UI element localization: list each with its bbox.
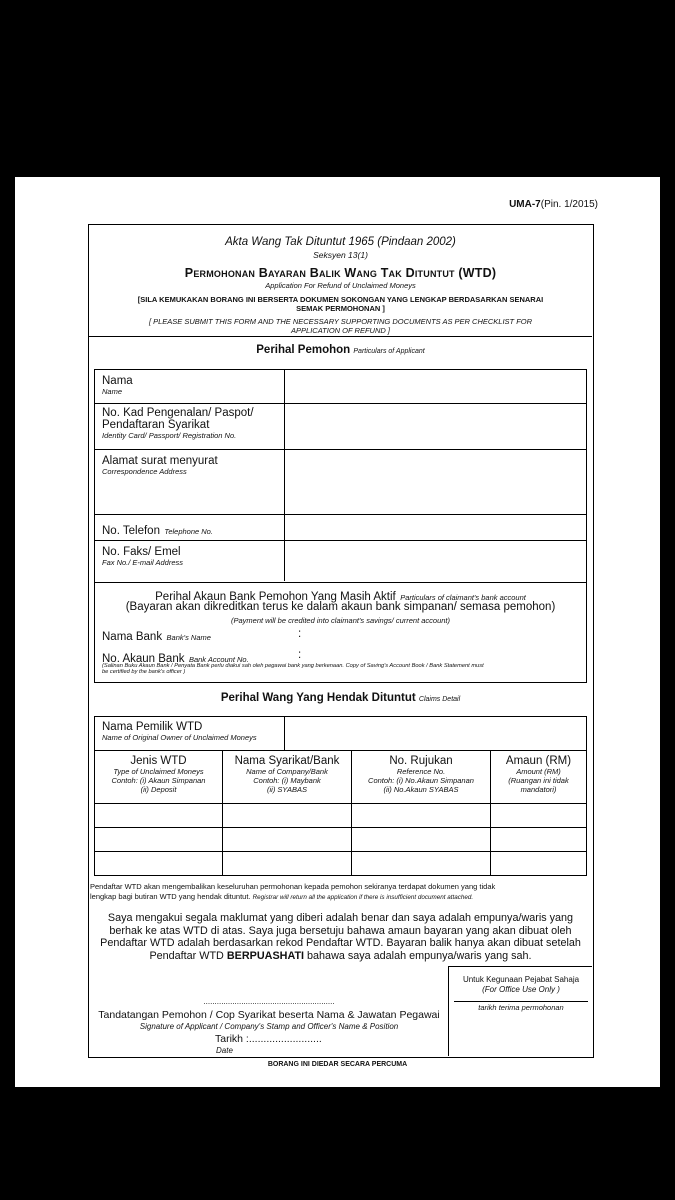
applicant-table	[94, 369, 587, 583]
address-label: Alamat surat menyurat Correspondence Address	[102, 455, 218, 476]
office-use-box	[448, 966, 592, 1056]
col-amount-header: Amaun (RM) Amount (RM) (Ruangan ini tidak mandatori)	[505, 755, 572, 794]
col-reference-header: No. Rujukan Reference No. Contoh: (i) No.Akaun Simpanan (ii) No.Akaun SYABAS	[368, 755, 474, 794]
claim-row[interactable]	[95, 804, 586, 827]
bank-section	[94, 582, 587, 683]
submission-note-en: [ PLEASE SUBMIT THIS FORM AND THE NECESSARY SUPPORTING DOCUMENTS AS PER CHECKLIST FOR APPLICATION OF REFUND ]	[148, 317, 533, 335]
phone-field[interactable]	[285, 515, 586, 540]
declaration: Saya mengakui segala maklumat yang diberi adalah benar dan saya adalah empunya/waris yang berhak ke atas WTD di atas. Saya juga bersetuju bahawa amaun bayaran yang akan dibuat oleh Pendaftar WTD adalah berdasarkan rekod Pendaftar WTD. Bayaran balik hanya akan dibuat setelah Pendaftar WTD BERPUASHATI bahawa saya adalah empunya/waris yang sah.	[100, 912, 581, 962]
signature-label-en: Signature of Applicant / Company's Stamp and Officer's Name & Position	[139, 1022, 399, 1031]
phone-label: No. Telefon Telephone No.	[102, 525, 213, 537]
form-title-en: Application For Refund of Unclaimed Moneys	[265, 281, 416, 290]
date-label-en: Date	[216, 1046, 233, 1055]
claims-table	[94, 716, 587, 876]
name-field[interactable]	[285, 370, 586, 403]
owner-label: Nama Pemilik WTD Name of Original Owner of Unclaimed Moneys	[102, 721, 257, 742]
bank-credit-note-en: (Payment will be credited into claimant's savings/ current account)	[230, 616, 451, 625]
submission-note: [SILA KEMUKAKAN BORANG INI BERSERTA DOKUMEN SOKONGAN YANG LENGKAP BERDASARKAN SENARAI SEMAK PERMOHONAN ]	[137, 295, 544, 313]
ic-label: No. Kad Pengenalan/ Paspot/ Pendaftaran Syarikat Identity Card/ Passport/ Registration No.	[102, 407, 254, 440]
bank-certify-note: (Salinan Buku Akaun Bank / Penyata Bank perlu diakui sah oleh pegawai bank yang berkenaan. Copy of Saving's Account Book / Bank Statement must be certified by the bank's officer )	[102, 663, 484, 675]
ic-field[interactable]	[285, 404, 586, 449]
signature-line: ...........................................................	[203, 997, 335, 1006]
form-frame	[88, 224, 594, 1058]
divider	[89, 336, 592, 337]
office-use-title: Untuk Kegunaan Pejabat Sahaja	[462, 975, 580, 984]
form-number: UMA-7(Pin. 1/2015)	[509, 199, 598, 210]
claim-row[interactable]	[95, 828, 586, 851]
fax-field[interactable]	[285, 541, 586, 581]
date-label[interactable]: Tarikh :.........................	[215, 1033, 322, 1045]
return-note: Pendaftar WTD akan mengembalikan keseluruhan permohonan kepada pemohon sekiranya terdapat dokumen yang tidak lengkap bagi butiran WTD yang hendak dituntut. Registrar will return all the application if there is insufficient document attached.	[90, 882, 496, 901]
bank-account-field[interactable]	[307, 646, 577, 662]
col-type-header: Jenis WTD Type of Unclaimed Moneys Contoh: (i) Akaun Simpanan (ii) Deposit	[111, 755, 206, 794]
bank-credit-note: (Bayaran akan dikreditkan terus ke dalam akaun bank simpanan/ semasa pemohon)	[125, 601, 556, 613]
fax-label: No. Faks/ Emel Fax No./ E-mail Address	[102, 546, 183, 567]
applicant-heading: Perihal Pemohon Particulars of Applicant	[256, 344, 425, 356]
claims-heading: Perihal Wang Yang Hendak Dituntut Claims Detail	[220, 692, 461, 704]
received-date-label: tarikh terima permohonan	[478, 1003, 564, 1012]
received-date-line	[454, 1001, 588, 1002]
bank-heading: Perihal Akaun Bank Pemohon Yang Masih Aktif Particulars of claimant's bank account	[155, 591, 526, 603]
row-divider	[95, 750, 586, 751]
owner-field[interactable]	[285, 717, 586, 750]
name-label: Nama Name	[102, 375, 133, 396]
bank-name-field[interactable]	[307, 625, 577, 641]
act-title: Akta Wang Tak Dituntut 1965 (Pindaan 2002)	[225, 236, 456, 248]
col-company-header: Nama Syarikat/Bank Name of Company/Bank Contoh: (i) Maybank (ii) SYABAS	[234, 755, 340, 794]
bank-name-label: Nama Bank Bank's Name	[102, 631, 211, 643]
claim-row[interactable]	[95, 852, 586, 875]
form-title: Permohonan Bayaran Balik Wang Tak Dituntut (WTD)	[184, 266, 497, 280]
bank-account-label: No. Akaun Bank Bank Account No.	[102, 653, 249, 665]
bank-account-colon: :	[298, 649, 302, 661]
section-ref: Seksyen 13(1)	[313, 250, 368, 260]
office-use-title-en: (For Office Use Only )	[482, 985, 560, 994]
bank-name-colon: :	[298, 628, 302, 640]
footer-note: BORANG INI DIEDAR SECARA PERCUMA	[267, 1061, 408, 1068]
signature-label: Tandatangan Pemohon / Cop Syarikat beserta Nama & Jawatan Pegawai	[98, 1009, 440, 1021]
address-field[interactable]	[285, 450, 586, 514]
